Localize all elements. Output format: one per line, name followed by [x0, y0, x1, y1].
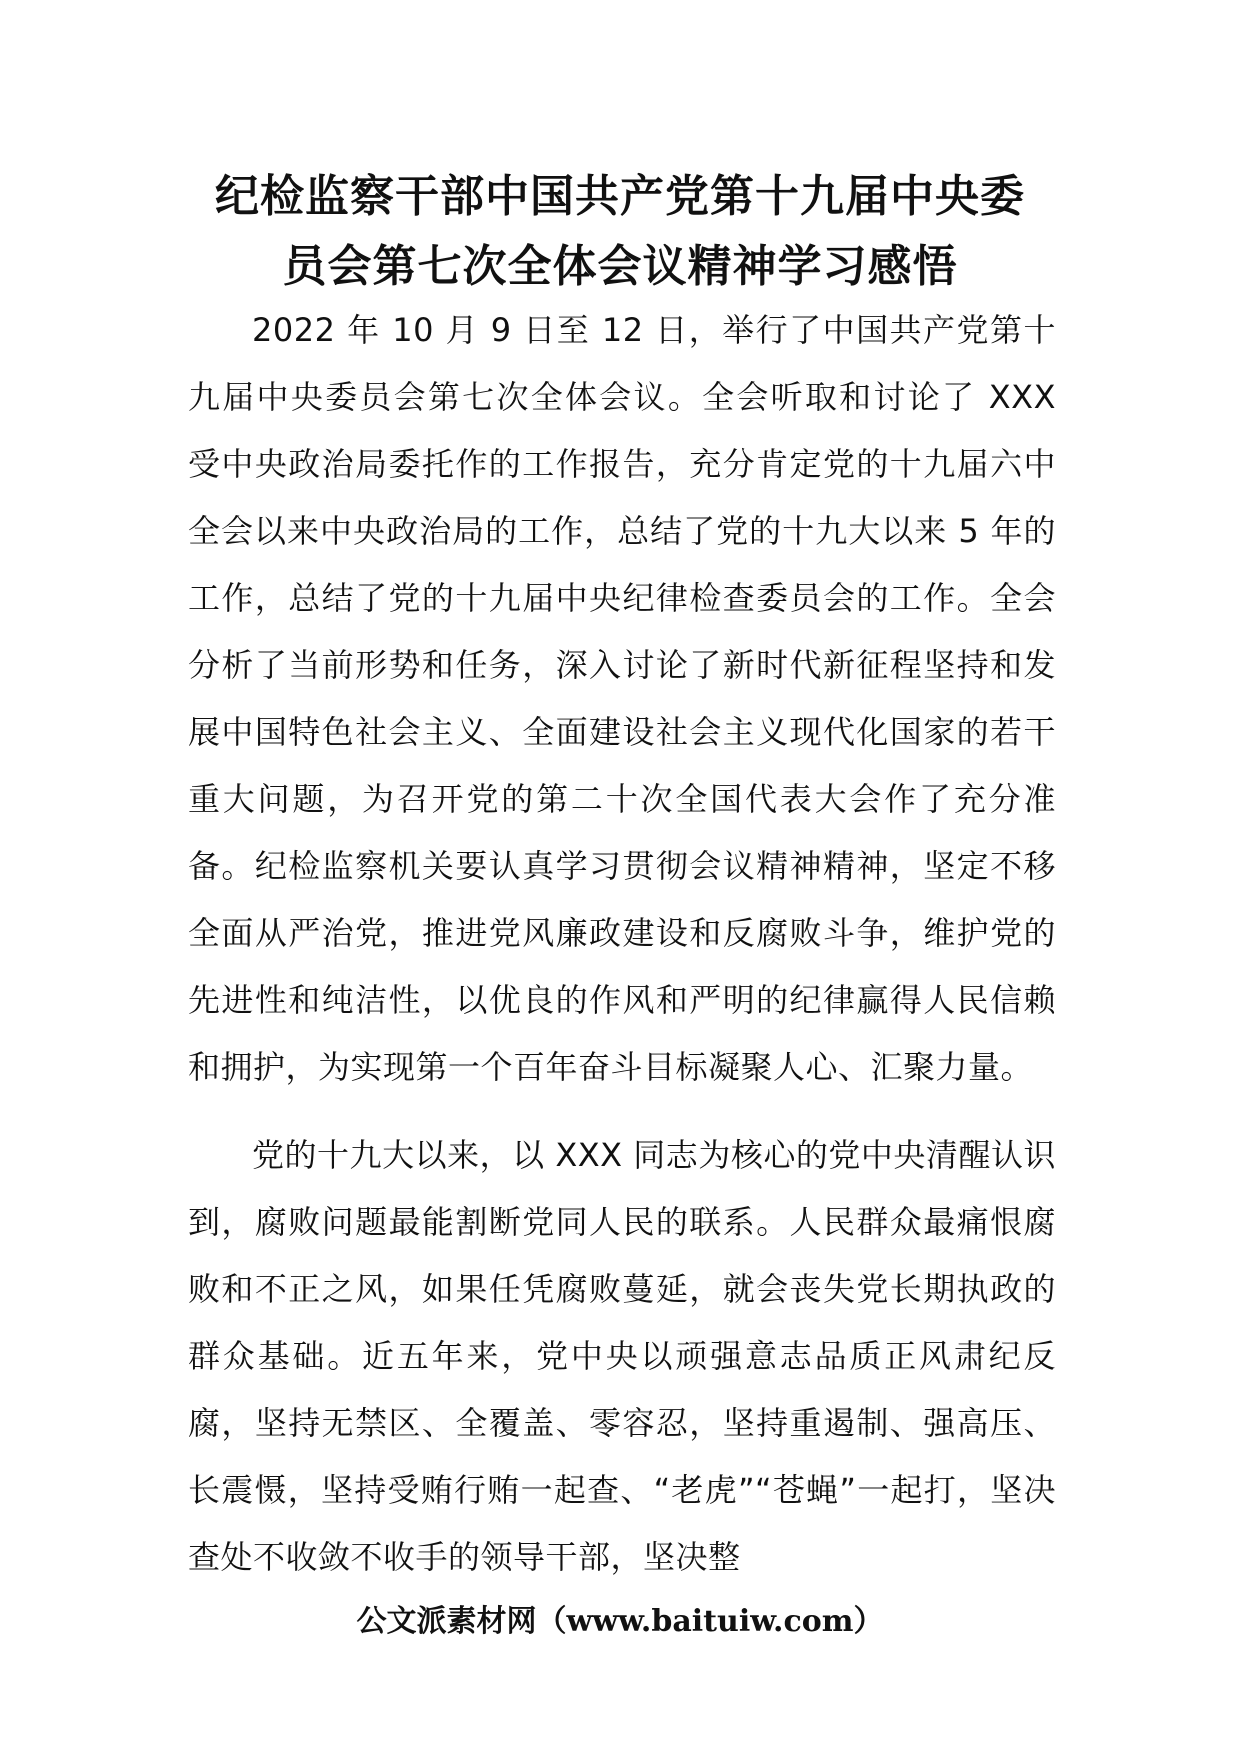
document-title-line-2: 员会第七次全体会议精神学习感悟 — [282, 241, 958, 292]
footer-source-text: 公文派素材网（www.baituiw.com） — [356, 1604, 884, 1639]
document-title-line-1: 纪检监察干部中国共产党第十九届中央委 — [215, 171, 1025, 222]
body-paragraph-1: 2022 年 10 月 9 日至 12 日，举行了中国共产党第十九届中央委员会第七次全体会议。全会听取和讨论了 XXX 受中央政治局委托作的工作报告，充分肯定党的十九届六中全会以来中央政治局的工作，总结了党的十九大以来 5 年的工作，总结了党的十九届中央纪律检查委员会的工作。全会分析了当前形势和任务，深入讨论了新时代新征程坚持和发展中国特色社会主义、全面建设社会主义现代化国家的若干重大问题，为召开党的第二十次全国代表大会作了充分准备。纪检监察机关要认真学习贯彻会议精神精神，坚定不移全面从严治党，推进党风廉政建设和反腐败斗争，维护党的先进性和纯洁性，以优良的作风和严明的纪律赢得人民信赖和拥护，为实现第一个百年奋斗目标凝聚人心、汇聚力量。 — [188, 311, 1056, 1086]
body-paragraph-2: 党的十九大以来，以 XXX 同志为核心的党中央清醒认识到，腐败问题最能割断党同人民的联系。人民群众最痛恨腐败和不正之风，如果任凭腐败蔓延，就会丧失党长期执政的群众基础。近五年来，党中央以顽强意志品质正风肃纪反腐，坚持无禁区、全覆盖、零容忍，坚持重遏制、强高压、长震慑，坚持受贿行贿一起查、“老虎”“苍蝇”一起打，坚决查处不收敛不收手的领导干部，坚决整 — [188, 1136, 1056, 1576]
